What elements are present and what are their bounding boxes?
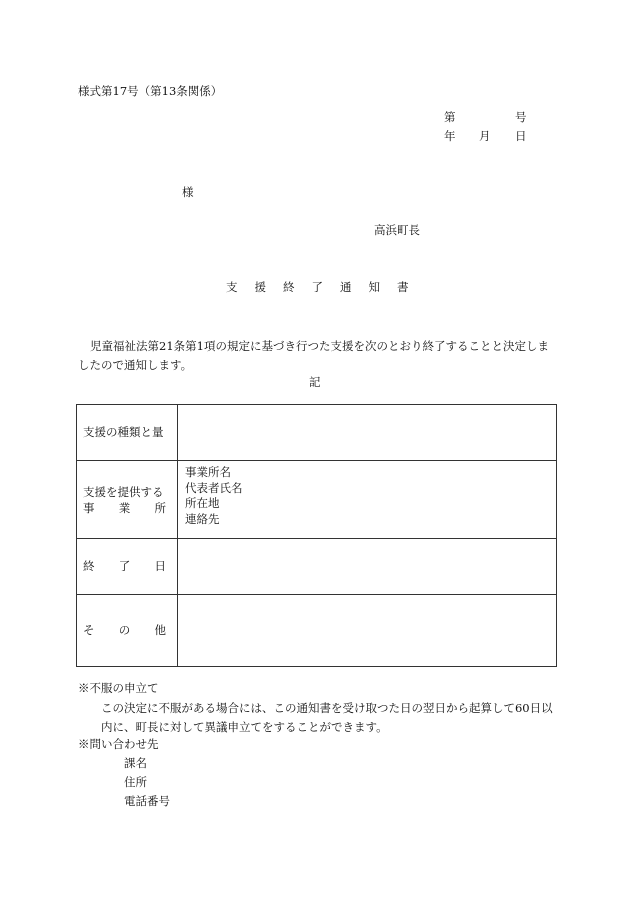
- contact-heading: ※問い合わせ先: [78, 737, 159, 751]
- notice-paragraph-text: 児童福祉法第21条第1項の規定に基づき行つた支援を次のとおり終了することと決定しましたので通知します。: [78, 339, 549, 372]
- year-label: 年: [444, 129, 456, 143]
- doc-no-suffix: 号: [515, 110, 527, 124]
- title-char: 終: [283, 280, 295, 294]
- contact-department: 課名: [124, 756, 147, 770]
- title-char: 書: [397, 280, 409, 294]
- doc-no-label: 第: [444, 110, 456, 124]
- title-char: 援: [254, 280, 266, 294]
- date-line: [444, 131, 534, 145]
- label-char: の: [118, 622, 131, 637]
- other-value-cell[interactable]: [178, 595, 557, 667]
- label-char: 終: [83, 558, 95, 573]
- row-label-provider: [77, 461, 178, 539]
- row-label-end-date: [77, 539, 178, 595]
- provider-field-contact: 連絡先: [185, 511, 220, 526]
- label-char: そ: [83, 622, 95, 637]
- support-type-value-cell[interactable]: [178, 405, 557, 461]
- addressee-suffix: 様: [182, 185, 194, 199]
- contact-phone: 電話番号: [124, 794, 170, 808]
- sender-name: 高浜町長: [374, 223, 420, 237]
- details-table: [76, 404, 557, 667]
- label-char: 所: [154, 500, 166, 515]
- provider-label-line1: 支援を提供する: [83, 484, 164, 499]
- contact-address: 住所: [124, 775, 147, 789]
- day-label: 日: [515, 129, 527, 143]
- end-date-label: [83, 558, 166, 573]
- form-number: 様式第17号（第13条関係）: [78, 84, 223, 98]
- table-row: [77, 461, 557, 539]
- table-row: [77, 595, 557, 667]
- appeal-text: この決定に不服がある場合には、この通知書を受け取つた日の翌日から起算して60日以内に、町長に対して異議申立てをすることができます。: [101, 701, 553, 734]
- label-char: 了: [118, 558, 131, 573]
- title-char: 知: [368, 280, 380, 294]
- table-row: [77, 405, 557, 461]
- end-date-value-cell[interactable]: [178, 539, 557, 595]
- notice-paragraph: [78, 337, 558, 375]
- title-char: 通: [340, 280, 352, 294]
- document-number-line: [444, 112, 534, 126]
- label-char: 事: [83, 500, 95, 515]
- month-label: 月: [479, 129, 491, 143]
- provider-info-cell[interactable]: [178, 461, 557, 539]
- appeal-heading: ※不服の申立て: [78, 681, 159, 695]
- label-char: 日: [154, 558, 166, 573]
- title-char: 了: [311, 280, 323, 294]
- row-label-support-type: 支援の種類と量: [77, 405, 178, 461]
- provider-field-name: 事業所名: [185, 465, 231, 479]
- row-label-other: [77, 595, 178, 667]
- provider-field-address: 所在地: [185, 496, 220, 510]
- provider-label-line2: [83, 500, 166, 516]
- title-char: 支: [226, 280, 238, 294]
- ki-marker: 記: [309, 375, 321, 389]
- label-char: 業: [118, 500, 131, 515]
- document-title: [226, 282, 426, 294]
- provider-field-representative: 代表者氏名: [185, 480, 243, 495]
- table-row: [77, 539, 557, 595]
- label-char: 他: [154, 622, 166, 637]
- other-label: [83, 622, 166, 637]
